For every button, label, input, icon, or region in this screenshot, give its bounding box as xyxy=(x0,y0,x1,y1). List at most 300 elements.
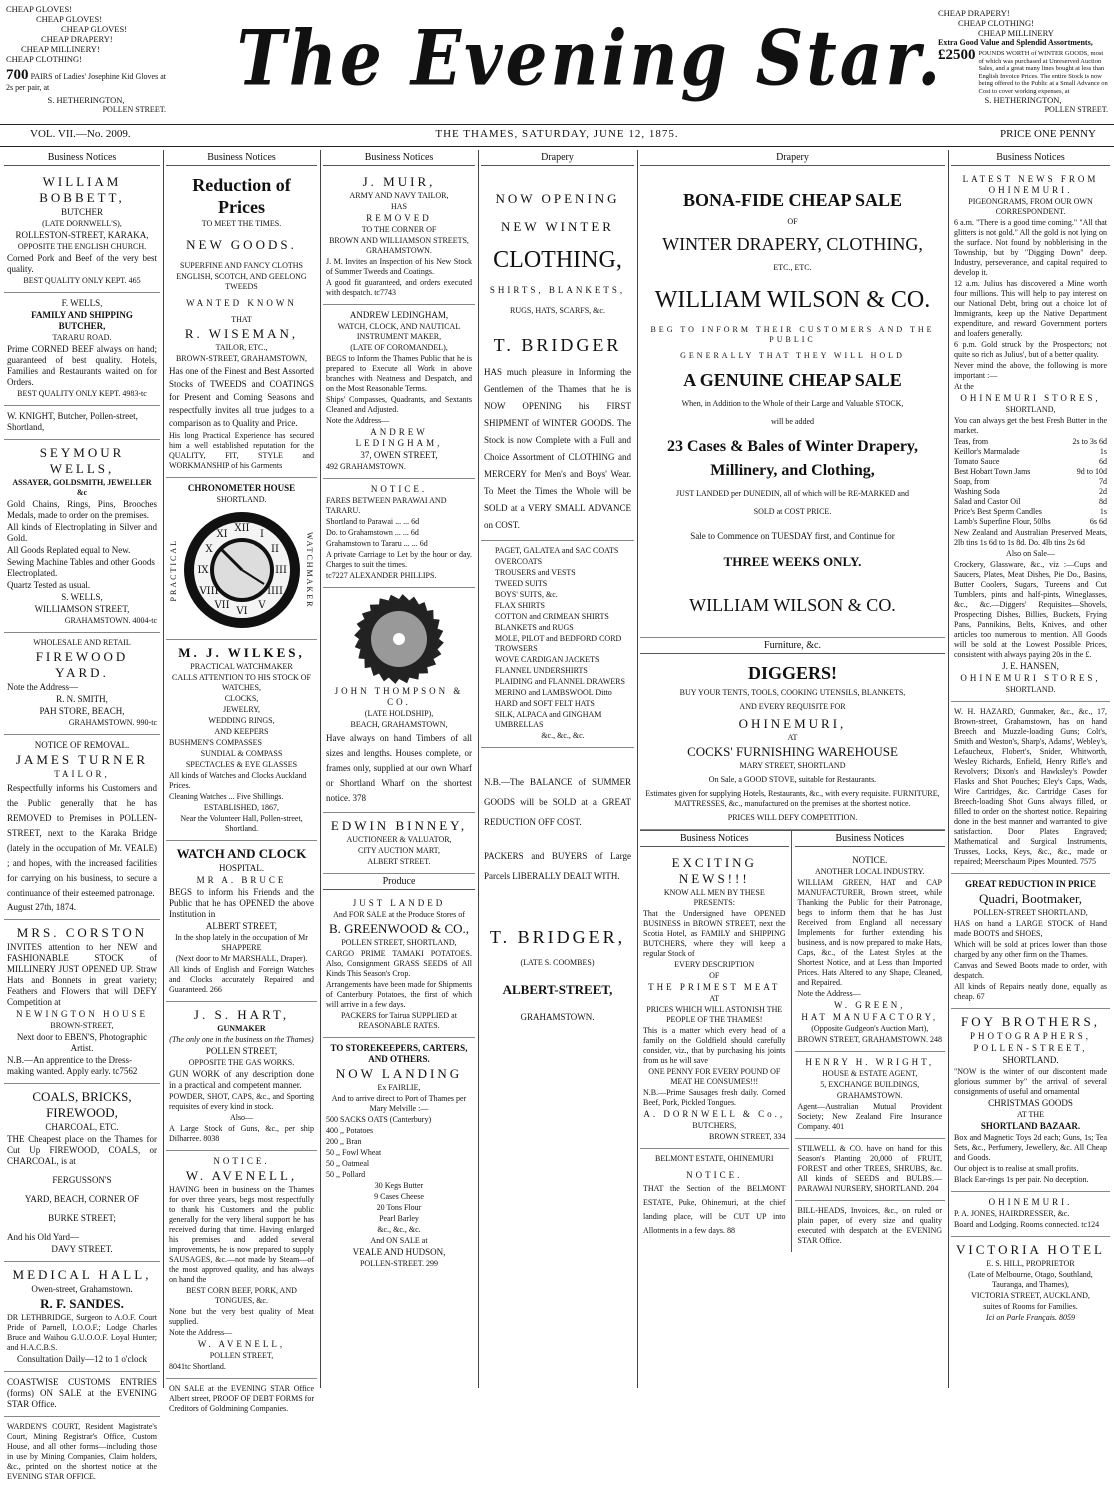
ad-line: tc7227 ALEXANDER PHILLIPS. xyxy=(326,571,437,580)
ad-line: suites of Rooms for Families. xyxy=(983,1302,1078,1311)
ad-line: CITY AUCTION MART, xyxy=(358,846,440,855)
ad-title: BELMONT ESTATE, OHINEMURI xyxy=(654,1154,774,1163)
ad-line: All kinds of English and Foreign Watches and Clocks accurately Repaired and Guaranteed. 266 xyxy=(169,965,314,994)
ad-line: WILLIAM WILSON & CO. xyxy=(654,287,931,313)
ad-line: (Late of Melbourne, Otago, Southland, Tauranga, and Thames), xyxy=(968,1270,1093,1289)
ad-line: W. KNIGHT, Butcher, Pollen-street, Shortland, xyxy=(7,411,138,432)
ad-line: (The only one in the business on the Thames) xyxy=(169,1035,314,1044)
ear-line: CHEAP DRAPERY! xyxy=(41,34,113,44)
ad-title: SEYMOUR WELLS, xyxy=(39,445,125,476)
ad-line: SPECTACLES & EYE GLASSES xyxy=(185,760,298,769)
ad-line: E. S. HILL, PROPRIETOR xyxy=(986,1259,1075,1268)
ad-line: THAT the Section of the BELMONT ESTATE, Puke, Ohinemuri, at the chief landing place, will be CUT UP into Allotments in a few days. 88 xyxy=(643,1184,786,1235)
ear-line: CHEAP CLOTHING! xyxy=(958,18,1034,28)
ad-line: SHORTLAND. xyxy=(1005,685,1056,694)
price-item: Lamb's Superfine Flour, 50lbs xyxy=(954,517,1051,526)
ad-line: WILLIAMSON STREET, xyxy=(34,604,130,614)
ad-line: J. M. Invites an Inspection of his New Stock of Summer Tweeds and Coatings. xyxy=(326,257,472,276)
ad-line: GUNMAKER xyxy=(217,1024,266,1033)
ad-title: FIREWOOD YARD. xyxy=(35,649,129,680)
clock-face-illustration xyxy=(182,510,302,630)
ad-line: BEG TO INFORM THEIR CUSTOMERS AND THE PUBLIC xyxy=(650,325,935,344)
ad-title: EXCITING NEWS!!! xyxy=(671,855,757,886)
ad-line: OPPOSITE THE GAS WORKS. xyxy=(188,1058,295,1067)
ad-line: GRAHAMSTOWN. 4004-tc xyxy=(64,616,157,625)
ad-line: OHINEMURI STORES, xyxy=(960,393,1101,403)
ad-line: SUPERFINE AND FANCY CLOTHS xyxy=(180,261,303,270)
ad-line: WARDEN'S COURT, Resident Magistrate's Court, Mining Registrar's Office, Custom House, and all other forms—including those in use by Mining Companies, Claim holders, &c., printed on the shortest notice at the EVENING STAR OFFICE. xyxy=(7,1422,157,1481)
ad-line: All Goods Replated equal to New. xyxy=(7,545,131,555)
price-row xyxy=(954,437,1107,447)
price-row xyxy=(954,487,1107,497)
ad-line: Estimates given for supplying Hotels, Restaurants, &c., with every requisite. FURNITURE, MATTRESSES, &c., manufactured on the premises at the shortest notice. xyxy=(645,789,940,808)
ad-line: &c., &c., &c. xyxy=(377,1225,421,1234)
ad-line: AT xyxy=(709,994,720,1003)
ad-line: CHARCOAL, ETC. xyxy=(45,1122,119,1132)
ad-line: Crockery, Glassware, &c., viz :—Cups and Saucers, Plates, Meat Dishes, Pie Do., Basins, Butter Coolers, Sugars, Tureens and Cut Tumblers, pints and half-pints, Wineglasses, &c., &c.—Diggers' Requisites—Shovels, Prospecting Dishes, Billies, Buckets, Frying Pans, Pannikins, Belts, Knives, and other articles too numerous to mention. All Goods will be sold at the Lowest Possible Prices, consistent with always paying 20s in the £. xyxy=(954,560,1107,659)
ad-line: OHINEMURI STORES, xyxy=(960,673,1101,683)
ad-line: 30 Kegs Butter xyxy=(374,1181,424,1190)
ad-title: EDWIN BINNEY, xyxy=(330,818,468,833)
ad-line: ALBERT-STREET, xyxy=(502,982,613,997)
ad-line: (Next door to Mr MARSHALL, Draper). xyxy=(175,954,308,963)
ad-line: Pearl Barley xyxy=(379,1214,419,1223)
ad-line: PRICES WILL DEFY COMPETITION. xyxy=(727,813,858,822)
ad-line: NEW GOODS. xyxy=(186,237,297,252)
section-heading: Business Notices xyxy=(640,831,789,847)
stock-item: MERINO and LAMBSWOOL Ditto xyxy=(495,688,612,697)
section-heading: Business Notices xyxy=(951,150,1110,166)
ad-line: W. H. HAZARD, Gunmaker, &c., &c., 17, Brown-street, Grahamstown, has on hand Breech and Muzzle-loading Guns; Colt's, Smith and Weston's, Sharp's, Adams', Webley's, Lefaucheux, Flobert's, Snider, Whitworth, Wesley Richards, Enfield, Henry Rifle's and Revolvers; Dixon's and Hawksley's Powder Flasks and Shot Pouches; Eley's Caps, Wads, Wire Cartridges, &c. Cartridge Cases for Breech-loading Shot Guns always filled, or filled to order on the shortest notice. Repairing done in the best manner and warranted to give satisfaction. Door Plates Engraved; Mathematical and Surgical Instruments, Trusses, Locks, Keys, &c., &c., made or repaired; Meerschaum Pipes Mounted. 7575 xyxy=(954,707,1107,866)
ad-line: ONE PENNY FOR EVERY POUND OF MEAT HE CONSUMES!!! xyxy=(648,1067,781,1086)
svg-text:X: X xyxy=(204,544,213,555)
ad-line: Owen-street, Grahamstown. xyxy=(31,1284,133,1294)
ad-line: HOSPITAL. xyxy=(218,863,265,873)
newspaper-title: The Evening Star. xyxy=(236,13,944,103)
section-heading: Drapery xyxy=(481,150,634,166)
ad-line: J. E. HANSEN, xyxy=(1002,661,1059,671)
ad-line: Note the Address— xyxy=(797,989,861,998)
ad-line: TAILOR, ETC., xyxy=(215,343,268,352)
ad-line: 23 Cases & Bales of Winter Drapery, xyxy=(666,438,919,455)
ad-line: THREE WEEKS ONLY. xyxy=(723,554,862,569)
ad-line: SOLD at COST PRICE. xyxy=(753,507,832,516)
ad-line: A GENUINE CHEAP SALE xyxy=(683,370,902,390)
ad-line: ANOTHER LOCAL INDUSTRY. xyxy=(814,867,925,876)
stock-item: TWEED SUITS xyxy=(495,579,548,588)
ad-line: BUTCHERS, xyxy=(692,1121,737,1130)
section-heading: Drapery xyxy=(640,150,945,166)
ad-line: TAILOR, xyxy=(54,769,110,779)
advert-firewood-yard xyxy=(4,633,160,735)
ad-line: JUST LANDED per DUNEDIN, all of which will be RE-MARKED and xyxy=(676,489,909,498)
ad-line: BEST CORN BEEF, PORK, AND TONGUES, &c. xyxy=(186,1286,297,1305)
price-item: Price's Best Sperm Candles xyxy=(954,507,1042,516)
ad-line: Prime CORNED BEEF always on hand; guaranteed of best quality. Hotels, Families and Restaurants waited on for Orders. xyxy=(7,344,157,387)
advert-green xyxy=(795,850,945,1052)
ad-line: 20 Tons Flour xyxy=(376,1203,422,1212)
ear-street: POLLEN STREET. xyxy=(102,105,166,114)
ad-line: OPPOSITE THE ENGLISH CHURCH. xyxy=(17,242,147,251)
ad-line: GUN WORK of any description done in a practical and competent manner. xyxy=(169,1069,314,1090)
ad-line: Our object is to realise at small profits. xyxy=(954,1164,1079,1173)
ear-line: CHEAP GLOVES! xyxy=(36,14,103,24)
ad-line: Note the Address— xyxy=(169,1328,233,1337)
svg-text:VI: VI xyxy=(235,606,248,617)
dateline xyxy=(0,128,1114,144)
ad-title: WILLIAM BOBBETT, xyxy=(39,174,125,205)
ad-line: Next door to EBEN'S, Photographic Artist. xyxy=(16,1032,148,1053)
ad-line: WANTED KNOWN xyxy=(186,298,297,308)
svg-text:IX: IX xyxy=(196,565,209,576)
ad-title: J. S. HART, xyxy=(193,1007,290,1022)
right-ear-advert xyxy=(938,8,1108,115)
ad-line: Also— xyxy=(229,1113,254,1122)
ad-line: Never mind the above, the following is more important :— xyxy=(954,361,1107,380)
price-row xyxy=(954,517,1107,527)
ad-line: W. GREEN, xyxy=(834,1000,906,1010)
advert-medical-hall xyxy=(4,1262,160,1372)
ad-line: BEGS to inform his Friends and the Public that he has OPENED the above Institution in xyxy=(169,887,314,919)
column-2 xyxy=(166,150,317,1413)
ear-name: S. HETHERINGTON, xyxy=(47,95,125,105)
ad-line: This is a matter which every head of a family on the Goldfield should carefully consider, viz., that by purchasing his joints from us he will save xyxy=(643,1026,786,1065)
vertical-label: PRACTICAL xyxy=(169,538,178,602)
ad-line: Board and Lodging. Rooms connected. tc124 xyxy=(954,1220,1100,1229)
ad-line: Agent—Australian Mutual Provident Society; New Zealand Fire Insurance Company. 401 xyxy=(797,1102,942,1131)
ad-line: MR A. BRUCE xyxy=(196,875,287,885)
ad-line: August 27th, 1874. xyxy=(7,902,77,912)
ad-line: TO THE CORNER OF xyxy=(361,225,437,234)
price-value: 6d xyxy=(1099,457,1107,466)
stock-item: WOVE CARDIGAN JACKETS xyxy=(495,655,600,664)
svg-text:VIII: VIII xyxy=(198,586,219,597)
ad-line: WILLIAM GREEN, HAT and CAP MANUFACTURER, Brown street, while Thanking the Public for their Patronage, begs to inform them that he has Just Received from England all necessary Implements for further extending his business, and is now prepared to make Hats, Caps, &c., of the Latest Styles at the Shortest Notice, and at Less than Imported Prices. Hats Altered to any Shape, Cleaned, and Repaired. xyxy=(797,878,942,987)
advert-foy xyxy=(951,1009,1110,1192)
ad-line: BEGS to Inform the Thames Public that he is prepared to Execute all Work in above branches with Neatness and Despatch, and on the Most Reasonable Terms. xyxy=(326,354,472,393)
ad-line: Black Ear-rings 1s per pair. No deception. xyxy=(954,1175,1089,1184)
ad-line: WINTER DRAPERY, CLOTHING, xyxy=(662,234,923,254)
advert-ohinemuri-stores xyxy=(951,169,1110,702)
ad-line: ALBERT STREET. xyxy=(367,857,431,866)
ad-line: Quadri, Bootmaker, xyxy=(978,891,1083,906)
ad-line: INVITES attention to her NEW and FASHIONABLE STOCK of MILLINERY JUST OPENED UP. Straw Hats and Bonnets in great variety; Feathers and Flowers that will DEFY Competition at xyxy=(7,942,157,1007)
ad-line: CARGO PRIME TAMAKI POTATOES. Also, Consignment GRASS SEEDS of All Kinds This Season's Crop. xyxy=(326,949,472,978)
price-row xyxy=(954,497,1107,507)
ad-line: POLLEN STREET, xyxy=(205,1046,278,1056)
ad-line: Which will be sold at prices lower than those charged by any other firm on the Thames. xyxy=(954,940,1107,959)
ear-line: CHEAP GLOVES! xyxy=(61,24,128,34)
ad-line: PIGEONGRAMS, FROM OUR OWN CORRESPONDENT. xyxy=(968,197,1093,216)
ad-title: MEDICAL HALL, xyxy=(12,1267,152,1282)
ad-line: PRACTICAL WATCHMAKER xyxy=(190,662,293,671)
stock-item: FLANNEL UNDERSHIRTS xyxy=(495,666,588,675)
ad-line: All kinds of Repairs neatly done, equally as cheap. 67 xyxy=(954,982,1107,1001)
advert-chronometer-house xyxy=(166,478,317,640)
price-row xyxy=(954,447,1107,457)
advert-watch-hospital xyxy=(166,841,317,1002)
ad-line: FARES BETWEEN PARAWAI AND TARARU. xyxy=(326,496,447,515)
ad-line: JAMES TURNER xyxy=(15,752,149,767)
ad-line: You can always get the best Fresh Butter in the market. xyxy=(954,416,1107,435)
price-value: 2d xyxy=(1099,487,1107,496)
ad-line: And FOR SALE at the Produce Stores of xyxy=(333,910,465,919)
ad-line: 5, EXCHANGE BUILDINGS, xyxy=(820,1080,920,1089)
ad-line: R. WISEMAN, xyxy=(184,326,299,341)
vertical-label: WATCHMAKER xyxy=(305,531,314,609)
ad-line: NOTICE. xyxy=(686,1170,743,1180)
price-value: 9d to 10d xyxy=(1076,467,1107,476)
ad-line: POLLEN-STREET. 299 xyxy=(359,1259,439,1268)
ad-line: HAT MANUFACTORY, xyxy=(801,1012,939,1022)
stock-item: BLANKETS and RUGS xyxy=(495,623,574,632)
ad-line: R. N. SMITH, xyxy=(56,694,108,704)
ad-line: BURKE STREET; xyxy=(48,1213,116,1223)
ad-line: HAS much pleasure in Informing the Gentlemen of the Thames that he is NOW OPENING his FIRST SHIPMENT of WINTER GOODS. The Stock is now Complete with a Full and Choice Assortment of CLOTHING and MERCERY for Men's and Boys' Wear. To Meet the Times the Whole will be SOLD at a VERY SMALL ADVANCE on COST. xyxy=(484,367,631,530)
ad-title: DIGGERS! xyxy=(747,663,837,683)
advert-corston xyxy=(4,920,160,1084)
masthead xyxy=(0,0,1114,125)
ad-line: RUGS, HATS, SCARFS, &c. xyxy=(510,306,605,315)
ad-line: GRAHAMSTOWN. 990-tc xyxy=(68,718,157,727)
advert-cocks xyxy=(640,657,945,830)
ad-line: (LATE S. COOMBES) xyxy=(520,958,595,967)
svg-text:IIII: IIII xyxy=(266,586,283,597)
ad-line: THE Cheapest place on the Thames for Cut Up FIREWOOD, COALS, or CHARCOAL, is at xyxy=(7,1134,157,1166)
ad-line: When, in Addition to the Whole of their Large and Valuable STOCK, xyxy=(681,399,904,408)
column-4 xyxy=(481,150,634,1388)
ad-line: OF xyxy=(787,217,798,226)
ad-line: OHINEMURI, xyxy=(738,716,847,731)
ad-line: CALLS ATTENTION TO HIS STOCK OF WATCHES, xyxy=(172,673,311,692)
advert-customs xyxy=(4,1372,160,1417)
price: PRICE ONE PENNY xyxy=(1000,128,1096,140)
ad-line: Note the Address— xyxy=(326,416,390,425)
ad-line: ON SALE at the EVENING STAR Office Albert street, PROOF OF DEBT FORMS for Creditors of Goldmining Companies. xyxy=(169,1384,314,1413)
ad-line: NOW LANDING xyxy=(335,1066,463,1081)
ad-line: BEST QUALITY ONLY KEPT. 465 xyxy=(23,276,141,285)
ad-line: HAVING been in business on the Thames for over three years, begs most respectfully to thank his Customers and the public generally for the very liberal support he has received during that time. Having enlarged his premises and added several improvements, he is now prepared to supply SAUSAGES, &c.—not made by Steam—of the most approved quality, and has always on hand the xyxy=(169,1185,314,1284)
ad-line: HOUSE & ESTATE AGENT, xyxy=(822,1069,918,1078)
ad-line: And to arrive direct to Port of Thames per Mary Melville :— xyxy=(331,1094,467,1113)
ad-line: Ex FAIRLIE, xyxy=(377,1083,421,1092)
ad-line: None but the very best quality of Meat supplied. xyxy=(169,1307,314,1326)
ad-line: T. BRIDGER xyxy=(493,335,622,355)
saw-blade-illustration xyxy=(354,594,444,684)
ad-line: 50 ,, Oatmeal xyxy=(326,1159,370,1168)
ad-line: BILL-HEADS, Invoices, &c., on ruled or plain paper, of every size and quality executed with despatch at the EVENING STAR Office. xyxy=(797,1206,942,1245)
ad-title: Reduction of Prices xyxy=(192,175,291,217)
svg-text:I: I xyxy=(259,529,264,540)
ad-line: Quartz Tested as usual. xyxy=(7,580,91,590)
advert-removal xyxy=(4,735,160,920)
svg-text:II: II xyxy=(270,544,279,555)
advert-avenell xyxy=(166,1151,317,1379)
ad-line: NOW OPENING xyxy=(495,191,620,206)
ad-title: CHRONOMETER HOUSE xyxy=(187,483,296,493)
ad-line: HAS xyxy=(390,202,407,211)
stock-item: MOLE, PILOT and BEDFORD CORD TROWSERS xyxy=(495,634,622,653)
price-value: 1s xyxy=(1099,447,1107,456)
advert-bobbett xyxy=(4,169,160,293)
stock-item: SILK, ALPACA and GINGHAM UMBRELLAS xyxy=(495,710,602,729)
advert-seymour-wells xyxy=(4,440,160,633)
ad-line: 50 ,, Pollard xyxy=(326,1170,366,1179)
ad-line: PAH STORE, BEACH, xyxy=(39,706,125,716)
ear-name: S. HETHERINGTON, xyxy=(984,95,1062,105)
ad-line: All kinds of Electroplating in Silver and Gold. xyxy=(7,522,157,543)
ad-line: COASTWISE CUSTOMS ENTRIES (forms) ON SALE at the EVENING STAR Office. xyxy=(7,1377,157,1409)
ad-line: ENGLISH, SCOTCH, AND GEELONG TWEEDS xyxy=(176,272,307,291)
ad-line: W. AVENELL, xyxy=(185,1168,298,1183)
ad-line: CLOCKS, xyxy=(224,694,259,703)
price-value: 7d xyxy=(1099,477,1107,486)
ad-line: 6 a.m. "There is a good time coming." "All that glitters is not gold." All the gold is not lying on the surface. Not found by nobblerising in the Township, but by "Digging Down" deep. Industry, perseverance, and capital required to develop it. xyxy=(954,218,1107,277)
ad-line: AT xyxy=(787,733,798,742)
ad-line: N.B.—An apprentice to the Dress-making wanted. Apply early. tc7562 xyxy=(7,1055,138,1076)
ad-line: ETC., ETC. xyxy=(773,263,812,272)
sub-column-b xyxy=(792,831,945,1252)
ad-line: P. A. JONES, HAIRDRESSER, &c. xyxy=(954,1209,1070,1218)
ad-line: BUTCHER xyxy=(60,207,103,217)
ad-line: Respectfully informs his Customers and the Public generally that he has REMOVED to Premises in POLLEN-STREET, next to the Karaka Bridge (lately in the occupation of Mr. VEALE) ; and hopes, with the increased facilities for carrying on his business, to secure a continuance of their esteemed patronage. xyxy=(7,783,157,898)
ad-title: F. WELLS, xyxy=(61,298,103,308)
ad-line: BROWN-STREET, GRAHAMSTOWN, xyxy=(175,354,308,363)
ad-line: Sale to Commence on TUESDAY first, and Continue for xyxy=(690,531,895,541)
ad-line: AUCTIONEER & VALUATOR, xyxy=(346,835,452,844)
stock-item: FLAX SHIRTS xyxy=(495,601,545,610)
advert-ledingham xyxy=(323,305,475,479)
ad-line: Ships' Compasses, Quadrants, and Sextants Cleaned and Adjusted. xyxy=(326,395,472,414)
advert-bridger-stock xyxy=(481,541,634,748)
section-heading: Business Notices xyxy=(795,831,945,847)
column-6 xyxy=(951,150,1110,1388)
stock-item: COTTON and CRIMEAN SHIRTS xyxy=(495,612,609,621)
ad-title: ANDREW LEDINGHAM, xyxy=(349,310,449,320)
svg-text:VII: VII xyxy=(213,600,230,611)
ad-line: That the Undersigned have OPENED BUSINESS in BROWN STREET, next the Scotia Hotel, as FAMILY and SHIPPING BUTCHERS, where they will keep a regular Stock of xyxy=(643,909,786,958)
ad-line: WILLIAM WILSON & CO. xyxy=(689,595,896,615)
ad-line: VEALE AND HUDSON, xyxy=(352,1247,446,1257)
ad-line: BEACH, GRAHAMSTOWN, xyxy=(350,720,448,729)
ad-title: FOY BROTHERS, xyxy=(961,1014,1100,1029)
ad-line: A good fit guaranteed, and orders executed with despatch. tc7743 xyxy=(326,278,472,297)
ad-title: NOTICE. xyxy=(213,1156,270,1166)
advert-wilson xyxy=(640,169,945,638)
advert-thompson xyxy=(323,588,475,813)
price-value: 6s 6d xyxy=(1089,517,1107,526)
column-5 xyxy=(640,150,945,1388)
ear-detail: POUNDS WORTH of WINTER GOODS, most of which was purchased at Unreserved Auction Sales, and a great many lines bought at less than English Invoice Prices. The entire Stock is now being offered to the Public at a Small Advance on Cost to cover working expenses, at xyxy=(978,50,1108,95)
ad-title: CLOTHING, xyxy=(493,247,622,273)
advert-wells-butcher xyxy=(4,293,160,406)
ad-line: Do. to Grahamstown ... ... 6d xyxy=(326,528,419,537)
ad-line: HAS on hand a LARGE STOCK of Hand made BOOTS and SHOES, xyxy=(954,919,1107,938)
ad-line: ANDREW LEDINGHAM, xyxy=(355,427,443,448)
ad-line: SHORTLAND, xyxy=(1005,405,1056,414)
ear-line: CHEAP MILLINERY! xyxy=(21,44,100,54)
ad-line: At the xyxy=(954,382,974,391)
ad-line: Corned Pork and Beef of the very best quality. xyxy=(7,253,157,274)
ear-detail: PAIRS of Ladies' Josephine Kid Gloves at 2s per pair, at xyxy=(6,72,166,92)
ad-line: (LATE DORNWELL'S), xyxy=(42,219,122,228)
advert-bridger-footer xyxy=(481,748,634,1029)
ad-line: ASSAYER, GOLDSMITH, JEWELLER &c xyxy=(12,478,152,497)
ad-line: PHOTOGRAPHERS, xyxy=(969,1031,1092,1041)
ad-line: TO MEET THE TIMES. xyxy=(201,219,282,228)
price-row xyxy=(954,467,1107,477)
ad-line: 12 a.m. Julius has discovered a Mine worth four millions. This will help to pay interest on our National Debt, bring out a choice lot of Immigrants, keep up the Native Department expenditure, and reward Government porters and loafers generally. xyxy=(954,279,1107,338)
advert-coals xyxy=(4,1084,160,1262)
ad-line: COCKS' FURNISHING WAREHOUSE xyxy=(687,744,898,759)
ear-line: Extra Good Value and Splendid Assortments, xyxy=(938,38,1093,47)
advert-billheads xyxy=(795,1201,945,1252)
ad-line: (Opposite Gudgeon's Auction Mart), xyxy=(811,1024,929,1033)
ad-line: POLLEN-STREET SHORTLAND, xyxy=(973,908,1088,917)
ad-line: 492 GRAHAMSTOWN. xyxy=(326,462,406,471)
ad-title: M. J. WILKES, xyxy=(178,645,305,660)
ad-line: 400 ,, Potatoes xyxy=(326,1126,374,1135)
section-heading: Business Notices xyxy=(166,150,317,166)
ad-line: GRAHAMSTOWN. xyxy=(520,1012,595,1022)
ad-line: FAMILY AND SHIPPING BUTCHER, xyxy=(31,310,133,331)
ad-line: Near the Volunteer Hall, Pollen-street, Shortland. xyxy=(180,814,303,833)
advert-wright xyxy=(795,1052,945,1139)
ad-line: 500 SACKS OATS (Canterbury) xyxy=(326,1115,432,1124)
ad-title: LATEST NEWS FROM OHINEMURI. xyxy=(962,174,1099,195)
ad-line: BROWN STREET, 334 xyxy=(709,1132,786,1141)
ad-title: WATCH AND CLOCK xyxy=(176,846,307,861)
ad-line: 200 ,, Bran xyxy=(326,1137,362,1146)
ear-count: 700 xyxy=(6,67,29,83)
ear-line: CHEAP GLOVES! xyxy=(6,4,73,14)
advert-fares xyxy=(323,479,475,588)
ad-title: MRS. CORSTON xyxy=(16,925,148,940)
ad-line: THAT xyxy=(231,315,252,324)
ad-line: S. WELLS, xyxy=(61,592,103,602)
svg-text:XI: XI xyxy=(215,529,228,540)
ad-title: NOTICE OF REMOVAL. xyxy=(34,740,130,750)
ad-line: (LATE HOLDSHIP), xyxy=(364,709,434,718)
advert-belmont xyxy=(640,1149,789,1244)
ad-line: BROWN AND WILLIAMSON STREETS, GRAHAMSTOWN. xyxy=(329,236,469,255)
volume-number: VOL. VII.—No. 2009. xyxy=(30,128,131,140)
ad-title: JUST LANDED xyxy=(352,898,446,908)
ad-line: TARARU ROAD. xyxy=(52,333,112,342)
ad-line: And ON SALE at xyxy=(370,1236,428,1245)
ad-line: STILWELL & CO. have on hand for this Season's Planting 20,000 of FRUIT, FOREST and other TREES, SHRUBS, &c. All kinds of SEEDS and BULBS.—PARAWAI NURSERY, SHORTLAND. 204 xyxy=(797,1144,942,1193)
ad-line: ALBERT STREET, xyxy=(205,921,278,931)
ad-line: THE PRIMEST MEAT xyxy=(648,982,781,992)
ad-line: Ici on Parle Français. 8059 xyxy=(985,1313,1076,1322)
ad-line: MARY STREET, SHORTLAND xyxy=(739,761,846,770)
stock-item: PLAIDING and FLANNEL DRAWERS xyxy=(495,677,625,686)
ad-line: Grahamstown to Tararu ... ... 6d xyxy=(326,539,428,548)
advert-warden xyxy=(4,1417,160,1488)
ad-line: GENERALLY THAT THEY WILL HOLD xyxy=(680,351,905,360)
ad-line: BROWN-STREET, xyxy=(50,1021,114,1030)
ad-line: CHRISTMAS GOODS xyxy=(988,1098,1073,1108)
ad-line: B. GREENWOOD & CO., xyxy=(328,921,470,936)
ad-line: OF xyxy=(709,971,720,980)
svg-text:III: III xyxy=(274,565,287,576)
ad-line: 6 p.m. Gold struck by the Prospectors; not quite so rich as Julius', but of a better quality. xyxy=(954,340,1107,359)
price-item: Teas, from xyxy=(954,437,989,446)
left-ear-advert xyxy=(6,4,166,115)
ad-line: DAVY STREET. xyxy=(51,1244,113,1254)
column-1 xyxy=(4,150,160,1481)
ad-line: WEDDING RINGS, xyxy=(208,716,275,725)
